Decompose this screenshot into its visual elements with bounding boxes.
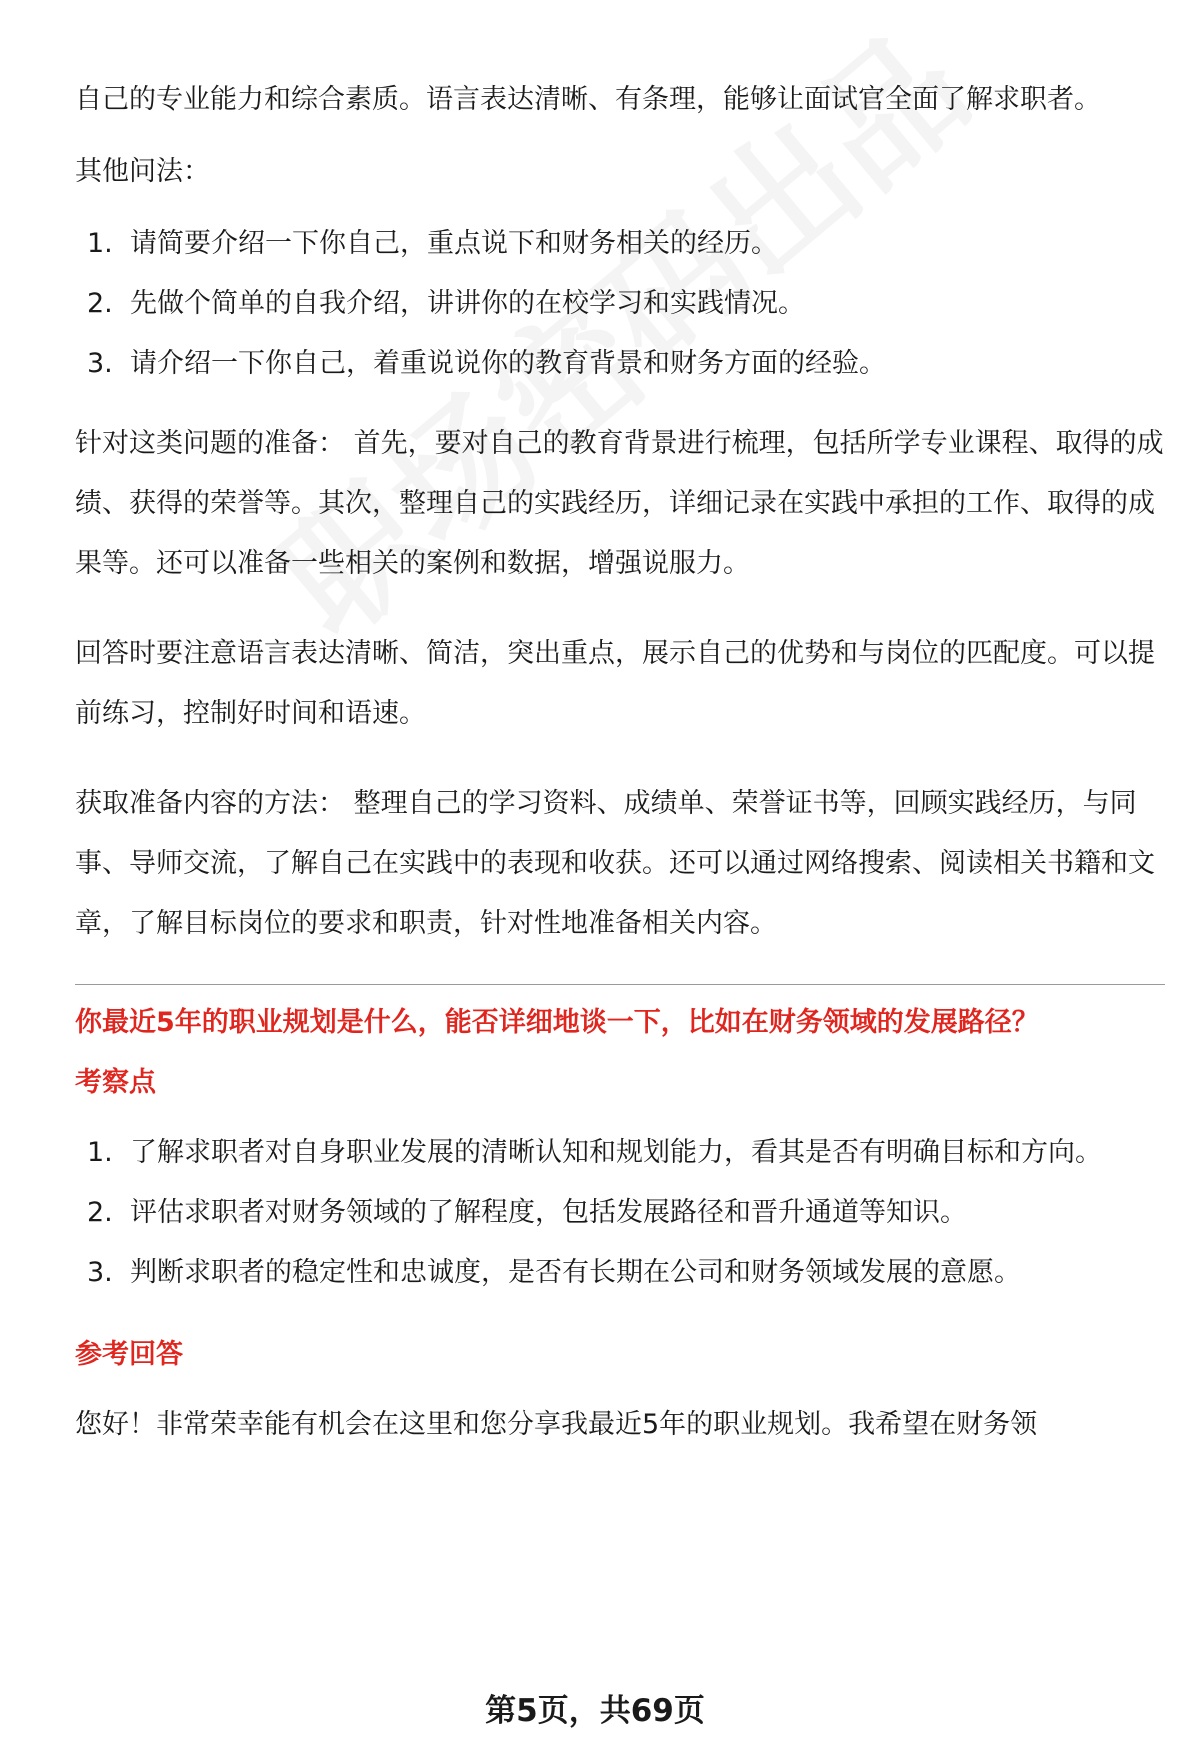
answer-heading: 参考回答 bbox=[75, 1339, 183, 1370]
prep-paragraph: 针对这类问题的准备： 首先，要对自己的教育背景进行梳理，包括所学专业课程、取得的成绩、获得的荣誉等。其次，整理自己的实践经历，详细记录在实践中承担的工作、取得的成果等。还可以准备一些相关的案例和数据，增强说服力。 bbox=[75, 428, 1164, 579]
section-divider bbox=[75, 984, 1165, 985]
page-footer: 第5页，共69页 bbox=[485, 1693, 705, 1729]
list-item: 3. 请介绍一下你自己，着重说说你的教育背景和财务方面的经验。 bbox=[87, 348, 886, 379]
list-item: 2. 评估求职者对财务领域的了解程度，包括发展路径和晋升通道等知识。 bbox=[87, 1197, 967, 1228]
intro-tail-paragraph: 自己的专业能力和综合素质。语言表达清晰、有条理，能够让面试官全面了解求职者。 bbox=[75, 84, 1101, 115]
method-paragraph: 获取准备内容的方法： 整理自己的学习资料、成绩单、荣誉证书等，回顾实践经历，与同事、导师交流，了解自己在实践中的表现和收获。还可以通过网络搜索、阅读相关书籍和文章，了解目标岗位的要求和职责，针对性地准备相关内容。 bbox=[75, 788, 1155, 939]
answer-tip-paragraph: 回答时要注意语言表达清晰、简洁，突出重点，展示自己的优势和与岗位的匹配度。可以提前练习，控制好时间和语速。 bbox=[75, 638, 1155, 729]
list-item: 1. 请简要介绍一下你自己，重点说下和财务相关的经历。 bbox=[87, 228, 778, 259]
other-asks-list bbox=[75, 214, 1165, 394]
other-asks-label: 其他问法： bbox=[75, 156, 210, 187]
list-item: 2. 先做个简单的自我介绍，讲讲你的在校学习和实践情况。 bbox=[87, 288, 805, 319]
answer-paragraph: 您好！非常荣幸能有机会在这里和您分享我最近5年的职业规划。我希望在财务领 bbox=[75, 1409, 1038, 1440]
document-page bbox=[75, 70, 1165, 1485]
interview-question: 你最近5年的职业规划是什么，能否详细地谈一下，比如在财务领域的发展路径？ bbox=[75, 1007, 1039, 1038]
list-item: 1. 了解求职者对自身职业发展的清晰认知和规划能力，看其是否有明确目标和方向。 bbox=[87, 1137, 1102, 1168]
points-list bbox=[75, 1123, 1165, 1303]
list-item: 3. 判断求职者的稳定性和忠诚度，是否有长期在公司和财务领域发展的意愿。 bbox=[87, 1257, 1021, 1288]
points-heading: 考察点 bbox=[75, 1067, 156, 1098]
